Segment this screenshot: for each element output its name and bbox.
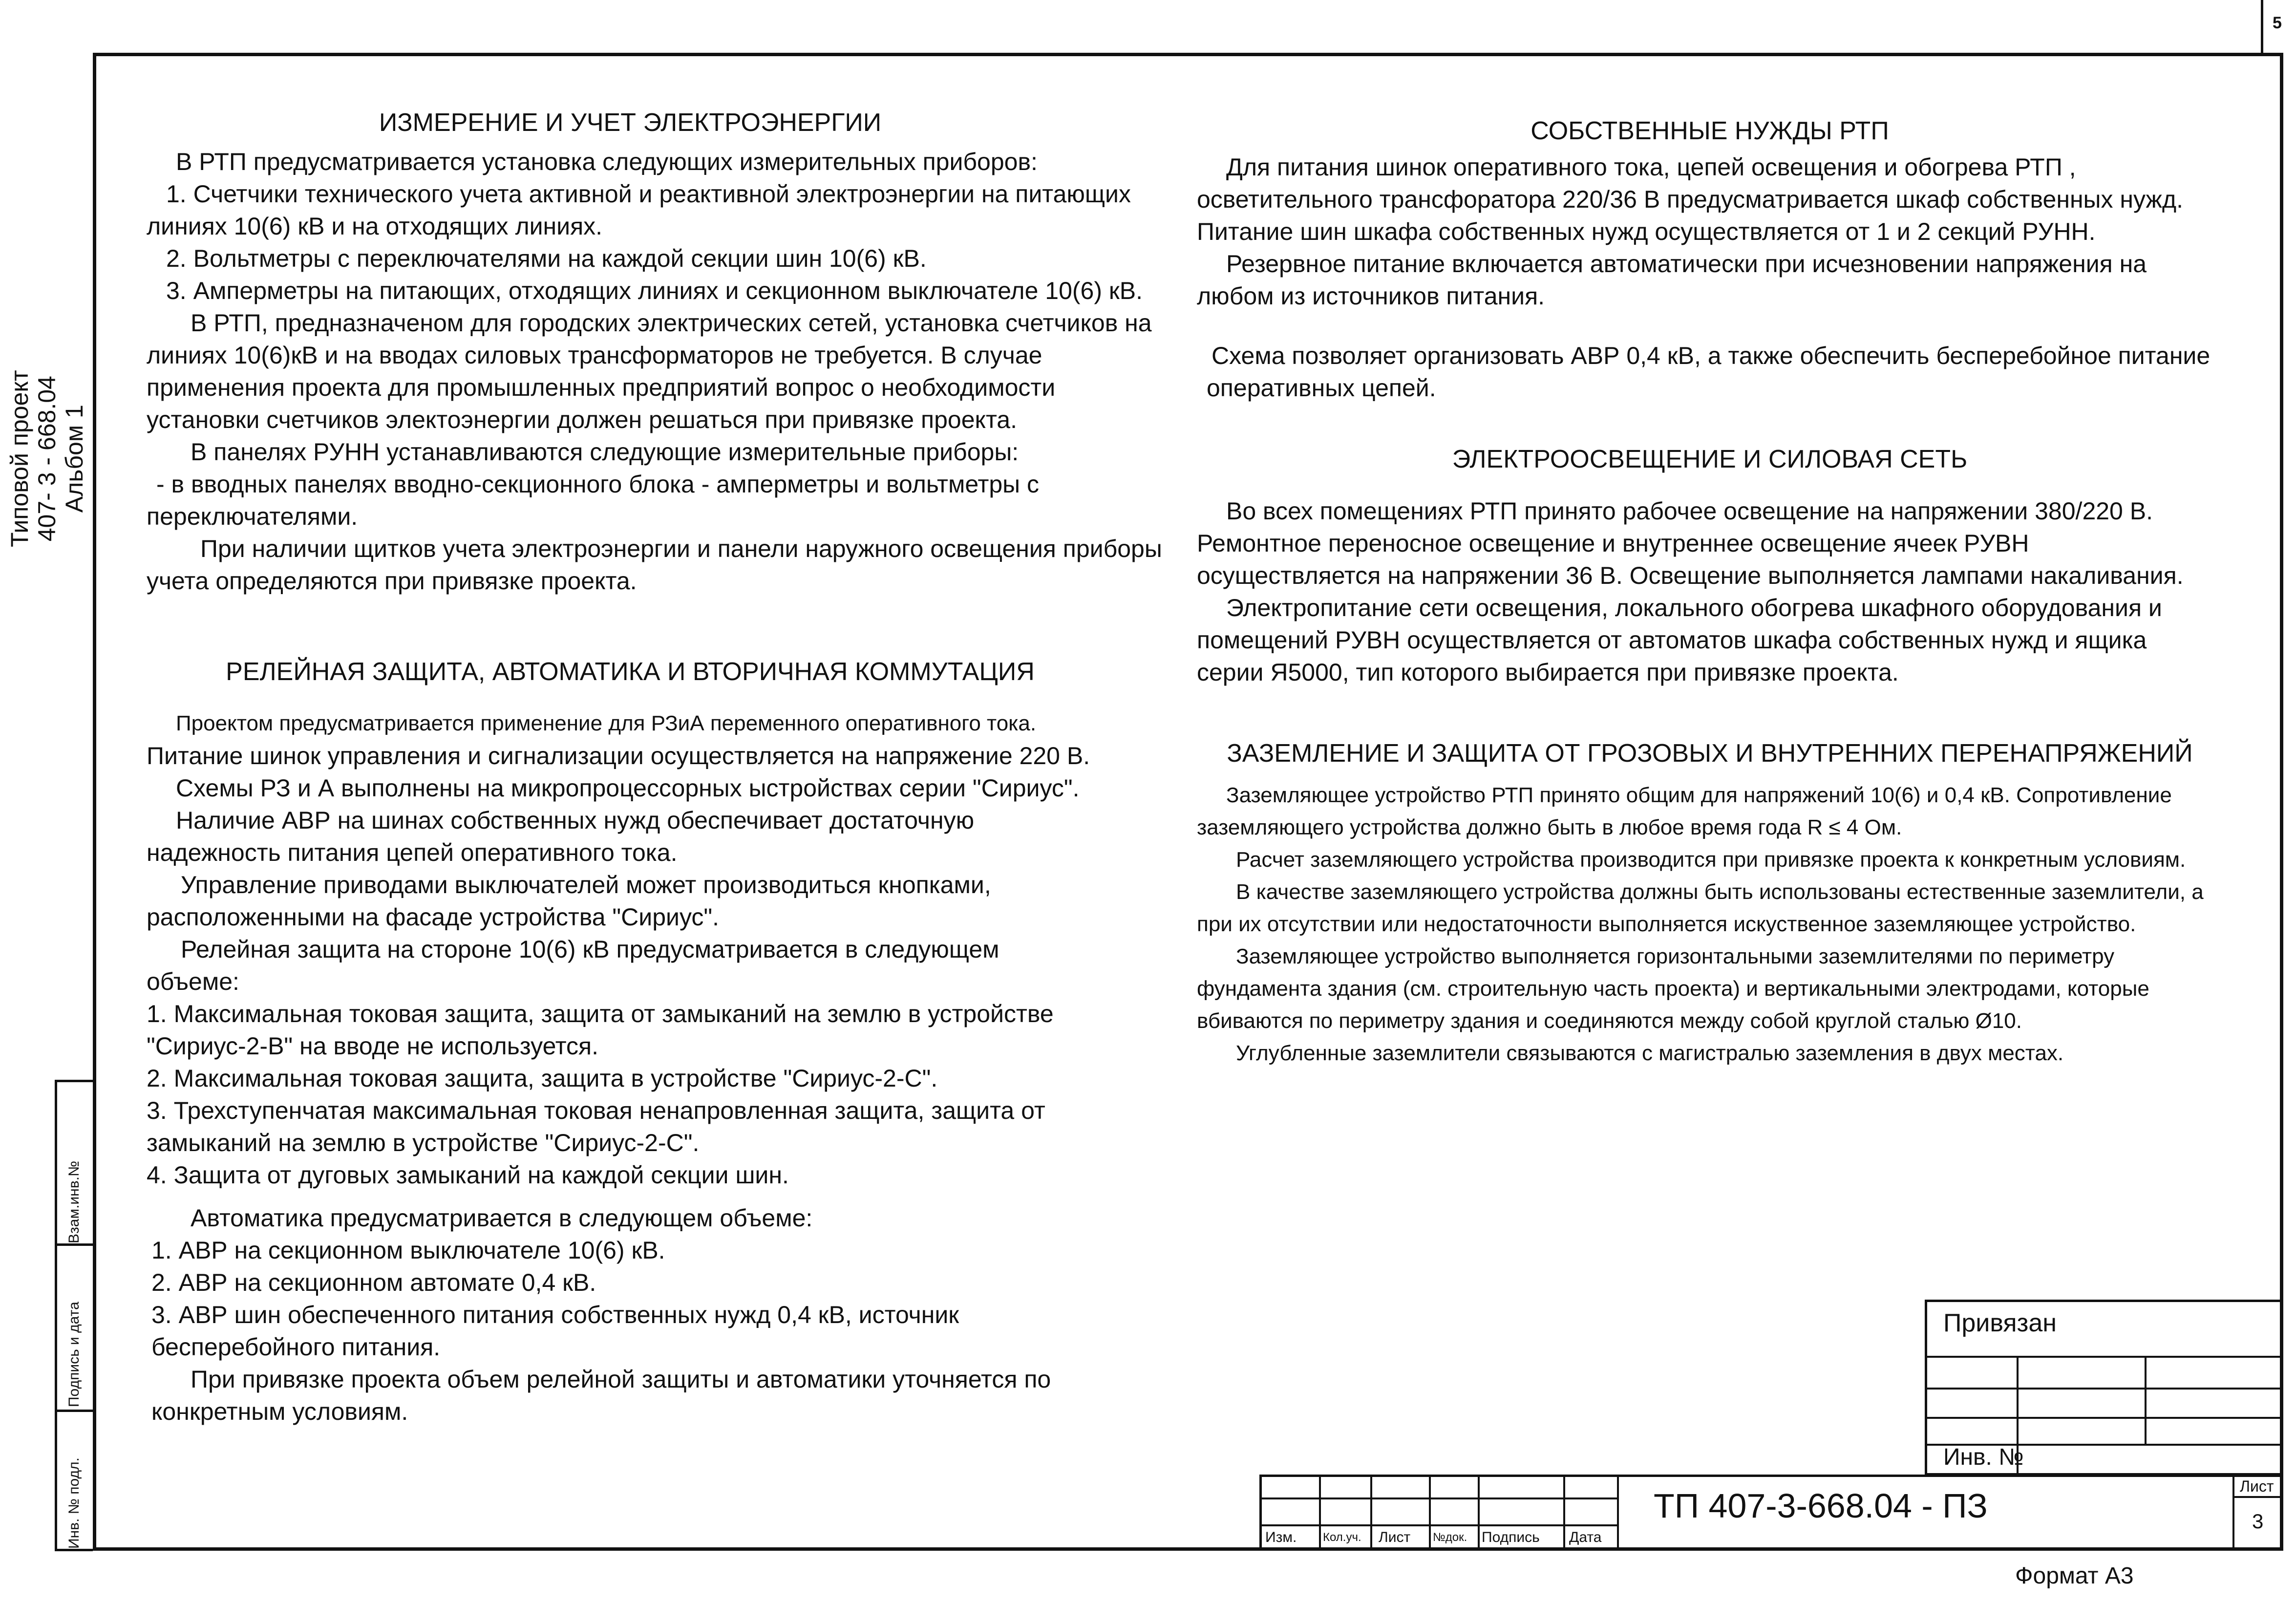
text-line: Наличие АВР на шинах собственных нужд обеспечивает достаточную (176, 807, 975, 834)
text-line: установки счетчиков электоэнергии должен решаться при привязке проекта. (147, 406, 1017, 433)
text-line: Релейная защита на стороне 10(6) кВ предусматривается в следующем (181, 936, 999, 963)
format-label: Формат А3 (2015, 1563, 2134, 1589)
privyazan-rule (1925, 1388, 2283, 1390)
text-line: фундамента здания (см. строительную часть проекта) и вертикальными электродами, которые (1197, 977, 2149, 1001)
text-line: расположенными на фасаде устройства "Сириус". (147, 903, 720, 931)
title-divider (2232, 1475, 2234, 1551)
heading-relay: РЕЛЕЙНАЯ ЗАЩИТА, АВТОМАТИКА И ВТОРИЧНАЯ КОММУТАЦИЯ (226, 658, 1035, 686)
frame-tick (2261, 0, 2263, 53)
text-line: объеме: (147, 968, 239, 995)
revision-divider (1478, 1475, 1480, 1551)
sheet-label: Лист (2240, 1477, 2274, 1495)
side-box-signature-label: Подпись и дата (66, 1302, 82, 1407)
privyazan-rule (1925, 1417, 2283, 1419)
text-line: линиях 10(6)кВ и на вводах силовых трансформаторов не требуется. В случае (147, 342, 1042, 369)
revision-divider (1563, 1475, 1565, 1551)
text-line: при их отсутствии или недостаточности выполняется искуственное заземляющее устройство. (1197, 912, 2136, 936)
text-line: Схемы РЗ и А выполнены на микропроцессорных ыстройствах серии "Сириус". (176, 774, 1080, 802)
text-line: переключателями. (147, 503, 358, 530)
text-line: В РТП предусматривается установка следующих измерительных приборов: (176, 148, 1038, 175)
text-line: Электропитание сети освещения, локального обогрева шкафного оборудования и (1226, 594, 2162, 621)
text-line: 2. Вольтметры с переключателями на каждой секции шин 10(6) кВ. (166, 245, 927, 272)
text-line: 2. АВР на секционном автомате 0,4 кВ. (151, 1269, 596, 1296)
text-line: оперативных цепей. (1207, 374, 1436, 402)
text-line: применения проекта для промышленных предприятий вопрос о необходимости (147, 374, 1056, 401)
side-box-inv-label: Инв. № подл. (66, 1457, 82, 1549)
text-line: осветительного трансфоратора 220/36 В предусматривается шкаф собственных нужд. (1197, 186, 2184, 213)
text-line: Ремонтное переносное освещение и внутреннее освещение ячеек РУВН (1197, 530, 2029, 557)
sheet-rule (2232, 1496, 2283, 1498)
text-line: В панелях РУНН устанавливаются следующие измерительные приборы: (191, 438, 1019, 466)
text-line: Для питания шинок оперативного тока, цепей освещения и обогрева РТП , (1226, 153, 2076, 181)
privyazan-divider (2145, 1356, 2147, 1444)
text-line: В качестве заземляющего устройства должны быть использованы естественные заземлители, а (1236, 880, 2204, 904)
revision-divider (1370, 1475, 1372, 1551)
text-line: Углубленные заземлители связываются с магистралью заземления в двух местах. (1236, 1041, 2064, 1065)
text-line: При наличии щитков учета электроэнергии и панели наружного освещения приборы (200, 535, 1162, 562)
text-line: учета определяются при привязке проекта. (147, 567, 637, 595)
text-line: Управление приводами выключателей может производиться кнопками, (181, 871, 991, 898)
corner-sheet-mark: 5 (2273, 14, 2282, 32)
right-column (1197, 115, 2262, 1069)
heading-aux-needs: СОБСТВЕННЫЕ НУЖДЫ РТП (1531, 117, 1889, 145)
col-podpis: Подпись (1482, 1529, 1540, 1545)
text-line: осуществляется на напряжении 36 В. Освещение выполняется лампами накаливания. (1197, 562, 2184, 589)
col-data: Дата (1569, 1529, 1602, 1545)
side-box-signature (55, 1243, 93, 1412)
text-line: 3. Амперметры на питающих, отходящих линиях и секционном выключателе 10(6) кВ. (166, 277, 1143, 304)
side-box-inv (55, 1410, 93, 1551)
text-line: Схема позволяет организовать АВР 0,4 кВ, а также обеспечить бесперебойное питание (1212, 342, 2211, 369)
text-line: помещений РУВН осуществляется от автоматов шкафа собственных нужд и ящика (1197, 626, 2147, 654)
revision-divider (1319, 1475, 1321, 1551)
text-line: Автоматика предусматривается в следующем объеме: (191, 1204, 813, 1232)
text-line: Во всех помещениях РТП принято рабочее освещение на напряжении 380/220 В. (1226, 497, 2153, 525)
text-line: Проектом предусматривается применение для РЗиА переменного оперативного тока. (176, 711, 1037, 735)
left-column (147, 107, 1182, 1428)
text-line: бесперебойного питания. (151, 1333, 441, 1361)
text-line: 2. Максимальная токовая защита, защита в устройстве "Сириус-2-С". (147, 1065, 938, 1092)
privyazan-rule (1925, 1356, 2283, 1358)
side-line-2: 407- 3 - 668.04 (33, 376, 61, 542)
text-line: 4. Защита от дуговых замыканий на каждой секции шин. (147, 1161, 789, 1189)
document-code: ТП 407-3-668.04 - ПЗ (1654, 1487, 1988, 1525)
text-line: При привязке проекта объем релейной защиты и автоматики уточняется по (191, 1366, 1051, 1393)
inv-label: Инв. № (1943, 1444, 2024, 1470)
text-line: 3. АВР шин обеспеченного питания собственных нужд 0,4 кВ, источник (151, 1301, 959, 1328)
text-line: конкретным условиям. (151, 1398, 408, 1425)
side-line-1: Типовой проект (6, 370, 33, 547)
text-line: "Сириус-2-В" на вводе не используется. (147, 1032, 599, 1060)
text-line: любом из источников питания. (1197, 282, 1545, 310)
text-line: вбиваются по периметру здания и соединяются между собой круглой сталью Ø10. (1197, 1009, 2022, 1033)
text-line: 1. Максимальная токовая защита, защита от замыканий на землю в устройстве (147, 1000, 1054, 1027)
text-line: надежность питания цепей оперативного тока. (147, 839, 678, 866)
revision-divider (1429, 1475, 1431, 1551)
heading-grounding: ЗАЗЕМЛЕНИЕ И ЗАЩИТА ОТ ГРОЗОВЫХ И ВНУТРЕННИХ ПЕРЕНАПРЯЖЕНИЙ (1227, 739, 2193, 768)
side-box-vzam (55, 1080, 93, 1246)
text-line: Заземляющее устройство выполняется горизонтальными заземлителями по периметру (1236, 944, 2115, 968)
text-line: Резервное питание включается автоматически при исчезновении напряжения на (1226, 250, 2147, 278)
sheet-number: 3 (2252, 1510, 2264, 1533)
heading-lighting: ЭЛЕКТРООСВЕЩЕНИЕ И СИЛОВАЯ СЕТЬ (1452, 445, 1968, 473)
col-list: Лист (1379, 1529, 1411, 1545)
text-line: серии Я5000, тип которого выбирается при привязке проекта. (1197, 659, 1899, 686)
privyazan-label: Привязан (1943, 1309, 2057, 1337)
col-izm: Изм. (1265, 1529, 1297, 1545)
text-line: 3. Трехступенчатая максимальная токовая ненапровленная защита, защита от (147, 1097, 1045, 1124)
text-line: заземляющего устройства должно быть в любое время года R ≤ 4 Ом. (1197, 815, 1902, 839)
text-line: Расчет заземляющего устройства производится при привязке проекта к конкретным условиям. (1236, 848, 2186, 872)
text-line: 1. АВР на секционном выключателе 10(6) кВ. (151, 1237, 665, 1264)
text-line: 1. Счетчики технического учета активной и реактивной электроэнергии на питающих (166, 180, 1131, 208)
side-project-label (6, 370, 88, 547)
text-line: - в вводных панелях вводно-секционного блока - амперметры и вольтметры с (156, 471, 1040, 498)
side-box-vzam-label: Взам.инв.№ (66, 1160, 82, 1243)
col-ndok: №док. (1433, 1531, 1467, 1544)
text-line: Питание шин шкафа собственных нужд осуществляется от 1 и 2 секций РУНН. (1197, 218, 2096, 245)
heading-metering: ИЗМЕРЕНИЕ И УЧЕТ ЭЛЕКТРОЭНЕРГИИ (379, 108, 882, 137)
text-line: Заземляющее устройство РТП принято общим для напряжений 10(6) и 0,4 кВ. Сопротивление (1226, 783, 2172, 807)
title-divider (1617, 1475, 1619, 1551)
col-kol-uch: Кол.уч. (1323, 1531, 1361, 1544)
text-line: Питание шинок управления и сигнализации осуществляется на напряжение 220 В. (147, 742, 1090, 770)
text-line: линиях 10(6) кВ и на отходящих линиях. (147, 213, 603, 240)
text-line: В РТП, предназначеном для городских электрических сетей, установка счетчиков на (191, 309, 1152, 337)
side-line-3: Альбом 1 (61, 405, 88, 513)
text-line: замыканий на землю в устройстве "Сириус-2-С". (147, 1129, 700, 1156)
